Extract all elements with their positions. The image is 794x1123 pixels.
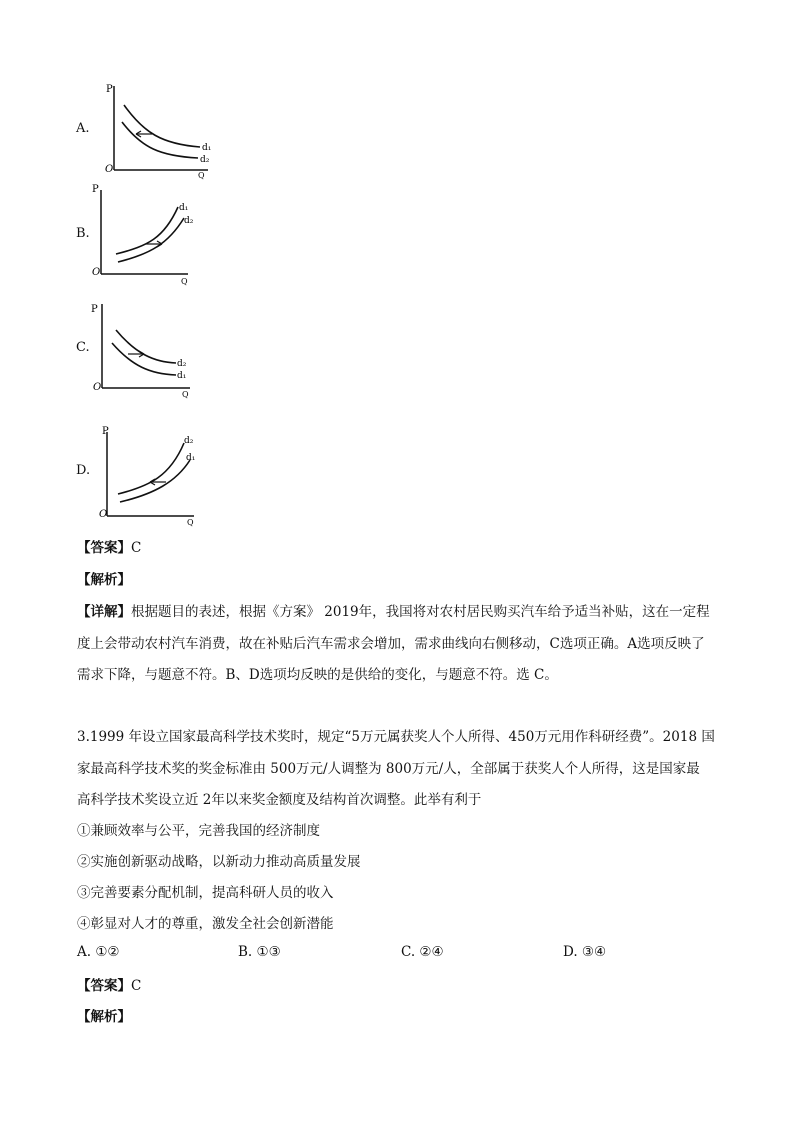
curve-d2 bbox=[116, 330, 176, 363]
q3-stem-line-1: 3.1999 年设立国家最高科学技术奖时，规定“5万元属获奖人个人所得、450万元用作科研经费”。2018 国 bbox=[77, 729, 715, 745]
option-b-graph bbox=[88, 182, 208, 286]
axis-q-label: Q bbox=[181, 277, 188, 286]
axis-q-label: Q bbox=[198, 171, 205, 180]
origin-label: O bbox=[93, 382, 102, 393]
axis-p-label: P bbox=[91, 304, 98, 315]
option-d-graph bbox=[96, 424, 206, 528]
curve-label-1: d₁ bbox=[179, 203, 189, 213]
option-a-graph bbox=[104, 78, 224, 180]
axis-p-label: P bbox=[92, 184, 99, 195]
curve-label-1: d₁ bbox=[202, 143, 212, 153]
option-c-graph bbox=[88, 296, 208, 400]
curve-d1 bbox=[116, 207, 178, 254]
curve-label-2: d₁ bbox=[186, 453, 196, 463]
q3-item-1: ①兼顾效率与公平，完善我国的经济制度 bbox=[77, 823, 320, 839]
curve-d1 bbox=[124, 105, 200, 147]
answer-tag: 【答案】 bbox=[77, 978, 131, 994]
curve-d2 bbox=[118, 443, 184, 494]
curve-label-2: d₂ bbox=[184, 216, 194, 226]
axis-q-label: Q bbox=[187, 518, 194, 527]
curve-d1 bbox=[112, 343, 176, 375]
option-c-letter: C. bbox=[76, 340, 90, 355]
curve-d1 bbox=[120, 460, 190, 502]
q3-stem-line-2: 家最高科学技术奖的奖金标准由 500万元/人调整为 800万元/人，全部属于获奖人个人所得，这是国家最 bbox=[77, 761, 700, 777]
q2-detail-line-3: 需求下降，与题意不符。B、D选项均反映的是供给的变化，与题意不符。选 C。 bbox=[77, 667, 558, 683]
origin-label: O bbox=[92, 267, 101, 278]
q3-answer bbox=[77, 976, 141, 996]
curve-label-2: d₂ bbox=[200, 155, 210, 165]
option-a-letter: A. bbox=[76, 121, 90, 136]
q2-answer bbox=[77, 538, 141, 558]
q2-detail-line-2: 度上会带动农村汽车消费，故在补贴后汽车需求会增加，需求曲线向右侧移动，C选项正确。A选项反映了 bbox=[77, 636, 705, 652]
curve-label-1: d₂ bbox=[184, 436, 194, 446]
answer-value: C bbox=[131, 540, 142, 556]
q2-analysis-tag: 【解析】 bbox=[77, 572, 131, 588]
q3-item-2: ②实施创新驱动战略，以新动力推动高质量发展 bbox=[77, 854, 361, 870]
curve-label-2: d₁ bbox=[177, 371, 187, 381]
q2-detail-line-1: 【详解】根据题目的表述，根据《方案》 2019年，我国将对农村居民购买汽车给予适当补贴，这在一定程 bbox=[77, 604, 710, 620]
origin-label: O bbox=[105, 164, 114, 175]
axis-p-label: P bbox=[106, 84, 113, 95]
origin-label: O bbox=[99, 509, 108, 520]
q3-choice-a: A. ①② bbox=[77, 944, 120, 960]
axis-q-label: Q bbox=[182, 390, 189, 399]
q3-item-4: ④彰显对人才的尊重，激发全社会创新潜能 bbox=[77, 916, 334, 932]
detail-tag: 【详解】 bbox=[77, 604, 131, 620]
curve-d2 bbox=[122, 122, 198, 158]
answer-tag: 【答案】 bbox=[77, 540, 131, 556]
option-b-letter: B. bbox=[76, 226, 90, 241]
q3-item-3: ③完善要素分配机制，提高科研人员的收入 bbox=[77, 885, 334, 901]
q3-analysis-tag: 【解析】 bbox=[77, 1009, 131, 1025]
q3-choice-d: D. ③④ bbox=[563, 944, 607, 960]
q3-choice-c: C. ②④ bbox=[401, 944, 444, 960]
option-d-letter: D. bbox=[76, 463, 91, 478]
answer-value: C bbox=[131, 978, 142, 994]
q3-stem-line-3: 高科学技术奖设立近 2年以来奖金额度及结构首次调整。此举有利于 bbox=[77, 792, 482, 808]
curve-label-1: d₂ bbox=[177, 359, 187, 369]
q3-choice-b: B. ①③ bbox=[238, 944, 281, 960]
axis-p-label: P bbox=[102, 426, 109, 437]
